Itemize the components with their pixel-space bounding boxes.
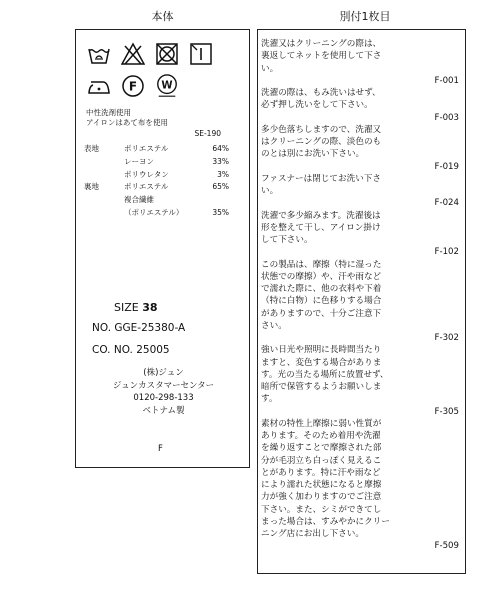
composition-row (84, 181, 229, 194)
notice-code: F-003 (434, 112, 459, 123)
notice-block (261, 173, 462, 210)
fabric-composition-table (84, 143, 229, 220)
composition-part (84, 194, 124, 207)
notice-block (261, 344, 462, 418)
iron-low-icon (87, 74, 111, 98)
care-note-detergent: 中性洗剤使用 (86, 108, 131, 117)
notice-line: 必ず押し洗いをして下さい。 (261, 100, 373, 111)
notice-block (261, 210, 462, 259)
svg-text:W: W (161, 80, 173, 92)
notice-block (261, 124, 462, 173)
notice-line: 多少色落ちしますので、洗濯又 (261, 124, 382, 135)
composition-percent: 3% (217, 169, 229, 179)
notice-line: 裏返してネットを使用して下さ (261, 51, 382, 62)
composition-percent: 65% (212, 182, 229, 192)
notice-line: して下さい。 (261, 235, 313, 245)
notice-block (261, 259, 462, 345)
line-dry-shade-icon (189, 42, 213, 66)
notice-line: い。 (261, 186, 279, 196)
attached-notice-label (257, 29, 466, 574)
composition-percent: 33% (212, 156, 229, 166)
composition-row (84, 194, 229, 207)
notice-line: 強い日光や照明に長時間当たり (261, 345, 382, 356)
company-name: (株)ジュン (143, 368, 184, 378)
composition-row (84, 156, 229, 169)
notice-line: い。 (261, 63, 279, 74)
main-care-label (75, 29, 250, 468)
notice-line: ファスナーは閉じてお洗い下さ (261, 173, 381, 184)
care-code: SE-190 (194, 129, 221, 138)
care-note-iron-cloth: アイロンはあて布を使用 (86, 118, 168, 127)
notice-line: さい。 (261, 320, 287, 331)
composition-part: 表地 (84, 144, 99, 153)
notice-line: 力が強く加わりますのでご注意 (261, 492, 382, 503)
composition-material: 複合繊維 (124, 195, 154, 205)
notice-block (261, 418, 462, 553)
notice-line: （特に白物）に色移りする場合 (261, 296, 382, 307)
composition-row (84, 207, 229, 220)
notice-code: F-302 (434, 333, 459, 343)
notice-line: 下さい。また、シミができてし (261, 504, 382, 515)
dry-clean-f-icon (121, 74, 145, 98)
composition-part: 裏地 (84, 182, 99, 192)
composition-percent (194, 194, 229, 207)
main-label-heading: 本体 (151, 10, 174, 23)
notice-line: 形を整えて干し、アイロン掛け (261, 222, 381, 233)
style-number: NO. GGE-25380-A (92, 322, 186, 334)
notice-line: 洗濯又はクリーニングの際は、 (261, 39, 382, 49)
composition-percent: 64% (212, 144, 229, 153)
svg-text:F: F (128, 79, 138, 94)
composition-row (84, 169, 229, 182)
customer-center: ジュンカスタマーセンター (112, 380, 215, 391)
notice-line: のとは別にお洗い下さい。 (261, 149, 365, 160)
tumble-dry-crossed-icon (155, 42, 179, 66)
notice-line: まった場合は、すみやかにクリー (261, 516, 390, 527)
notice-line: 状態での摩擦）や、汗や雨など (261, 271, 382, 282)
notice-block (261, 87, 462, 124)
notice-line: とがあります。特に汗や雨など (261, 467, 381, 478)
notice-line: この製品は、摩擦（特に湿った (261, 259, 382, 270)
notice-block (261, 38, 462, 87)
composition-part (84, 207, 124, 220)
phone-number: 0120-298-133 (133, 393, 194, 403)
footer-letter: F (158, 444, 163, 454)
notice-list (261, 38, 462, 553)
notice-line: で濡れた際に、他の衣料や下着 (261, 284, 382, 294)
attached-label-heading: 別付1枚目 (339, 10, 391, 23)
notice-code: F-509 (434, 541, 459, 552)
notice-code: F-102 (434, 247, 459, 258)
composition-material: ポリエステル (124, 182, 169, 192)
notice-line: あります。そのため着用や洗濯 (261, 431, 381, 441)
company-number: CO. NO. 25005 (92, 344, 170, 356)
company-block (76, 367, 251, 417)
notice-line: ますと、変色する場合がありま (261, 357, 382, 368)
notice-line: 洗濯で多少縮みます。洗濯後は (261, 210, 381, 221)
country-of-origin: ベトナム製 (142, 405, 185, 416)
composition-material: ポリエステル (124, 144, 169, 153)
wet-clean-w-icon (155, 74, 179, 98)
composition-material: レーヨン (124, 156, 154, 166)
composition-part (84, 169, 124, 182)
composition-row (84, 143, 229, 156)
composition-material: ポリウレタン (124, 169, 169, 179)
notice-code: F-019 (434, 161, 459, 172)
size-label: SIZE (114, 301, 139, 314)
notice-line: す。光の当たる場所に放置せず、 (261, 369, 389, 380)
notice-code: F-024 (434, 198, 459, 209)
size-line (114, 301, 158, 314)
notice-line: す。 (261, 394, 278, 405)
care-symbols-row-1 (87, 42, 213, 66)
notice-code: F-001 (434, 75, 459, 86)
notice-code: F-305 (434, 406, 459, 417)
notice-line: 洗濯の際は、もみ洗いはせず、 (261, 88, 381, 98)
notice-line: ニング店にお出し下さい。 (261, 529, 364, 539)
size-value: 38 (142, 301, 158, 314)
composition-part (84, 156, 124, 169)
notice-line: はクリーニングの際、淡色のも (261, 137, 382, 147)
wash-tub-icon (87, 42, 111, 66)
bleach-triangle-crossed-icon (121, 42, 145, 66)
notice-line: 暗所で保管するようお願いしま (261, 382, 382, 392)
care-symbols-row-2 (87, 74, 179, 98)
notice-line: 素材の特性上摩擦に弱い性質が (261, 418, 382, 429)
notice-line: 分が毛羽立ち白っぽく見えるこ (261, 455, 382, 466)
composition-material: （ポリエステル） (124, 207, 184, 217)
composition-percent: 35% (212, 207, 229, 217)
notice-line: を繰り返すことで摩擦された部 (261, 443, 382, 454)
notice-line: により濡れた状態になると摩擦 (261, 480, 382, 490)
notice-line: がありますので、十分ご注意下 (261, 308, 382, 319)
